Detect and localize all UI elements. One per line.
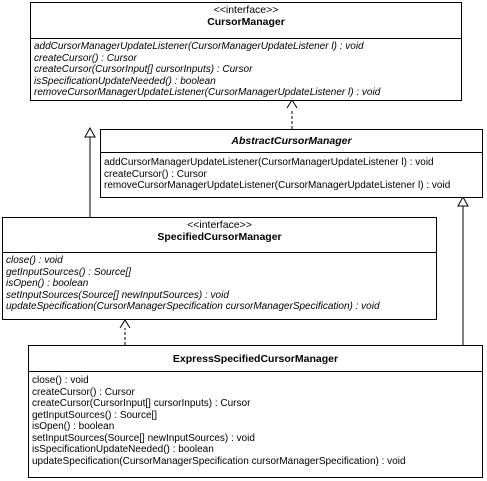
class-header: [101, 130, 482, 152]
operation: createCursor(CursorInput[] cursorInputs) : Cursor: [32, 398, 251, 409]
operation: isOpen() : boolean: [32, 421, 115, 432]
class-name: SpecifiedCursorManager: [157, 231, 282, 243]
operation: removeCursorManagerUpdateListener(CursorManagerUpdateListener l) : void: [34, 87, 381, 98]
stereotype-label: <<interface>>: [213, 4, 279, 16]
operation: close() : void: [6, 255, 63, 266]
operation: updateSpecification(CursorManagerSpecification cursorManagerSpecification) : void: [32, 455, 406, 467]
open-arrowhead-icon: [287, 100, 297, 108]
operation: getInputSources() : Source[]: [32, 409, 158, 421]
operation: addCursorManagerUpdateListener(CursorManagerUpdateListener l) : void: [104, 157, 434, 168]
operations-list: [29, 372, 482, 469]
stereotype-label: <<interface>>: [187, 219, 252, 231]
class-name: AbstractCursorManager: [231, 135, 352, 147]
class-name: ExpressSpecifiedCursorManager: [172, 353, 339, 365]
operations-list: [101, 153, 482, 194]
class-header: [29, 346, 482, 371]
class-specified-cursor-manager: [2, 217, 437, 320]
open-arrowhead-icon: [120, 320, 130, 328]
class-header: [31, 3, 461, 38]
operation: updateSpecification(CursorManagerSpecification cursorManagerSpecification) : void: [6, 301, 380, 312]
operation: setInputSources(Source[] newInputSources) : void: [6, 289, 229, 301]
operation: createCursor() : Cursor: [34, 52, 137, 64]
operation: getInputSources() : Source[]: [6, 266, 132, 278]
hollow-arrowhead-icon: [458, 197, 468, 206]
operations-list: [3, 253, 436, 315]
class-name: CursorManager: [207, 16, 285, 28]
hollow-arrowhead-icon: [85, 128, 95, 137]
operation: addCursorManagerUpdateListener(CursorManagerUpdateListener l) : void: [34, 41, 364, 52]
operation: isOpen() : boolean: [6, 278, 89, 289]
operation: close() : void: [32, 375, 89, 386]
class-express-specified-cursor-manager: [28, 345, 483, 478]
operation: createCursor(CursorInput[] cursorInputs) : Cursor: [34, 64, 253, 75]
class-abstract-cursor-manager: [100, 129, 483, 198]
class-header: [3, 218, 436, 252]
class-cursor-manager: [30, 2, 462, 101]
operation: setInputSources(Source[] newInputSources) : void: [32, 432, 255, 444]
operation: isSpecificationUpdateNeeded() : boolean: [34, 75, 216, 87]
operations-list: [31, 39, 461, 101]
operation: removeCursorManagerUpdateListener(CursorManagerUpdateListener l) : void: [104, 180, 451, 191]
operation: isSpecificationUpdateNeeded() : boolean: [32, 444, 214, 455]
operation: createCursor() : Cursor: [104, 168, 207, 180]
operation: createCursor() : Cursor: [32, 386, 135, 398]
